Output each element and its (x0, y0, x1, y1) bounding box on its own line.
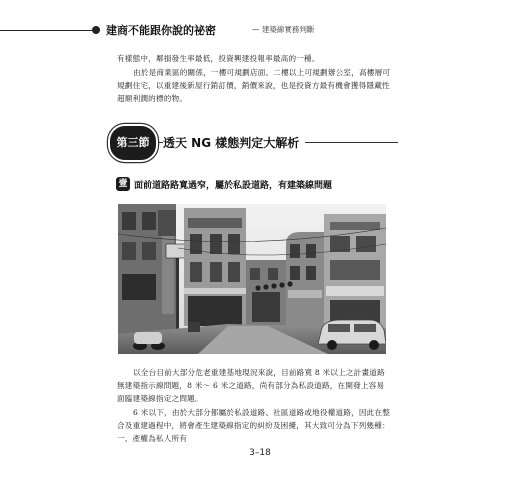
section-title: 透天 NG 樣態判定大解析 (163, 134, 305, 151)
section-badge: 第三節 (108, 124, 158, 162)
body-paragraph-2: 6 米以下，由於大部分都屬於私設道路、社區道路或地役權道路，因此在整合及重建過程中，將會產生建築線指定的糾紛及困擾，其大致可分為下列幾種： (117, 408, 391, 431)
header-subtitle: — 建築線實務判斷 (252, 25, 315, 34)
header-rule (0, 30, 92, 31)
page-number: 3–18 (249, 448, 271, 458)
intro-line: 有樣態中，鄰損發生率最低，投資興建投報率最高的一種。 (117, 54, 320, 63)
subsection-badge: 壹 (116, 177, 130, 191)
subsection-title: 面前道路路寬過窄，屬於私設道路，有建築線問題 (134, 181, 333, 191)
header-title: 建商不能跟你說的祕密 (106, 24, 216, 37)
header-bullet (92, 26, 100, 34)
intro-paragraph: 由於是商業區的關係，一樓可規劃店面、二樓以上可規劃辦公室，高樓層可規劃住宅，以重建後新屋行銷訂價，銷價來說，也是投資方最有機會獲得隱藏性超額利潤的標的物。 (117, 68, 391, 104)
street-photo (118, 204, 386, 354)
body-paragraph-1: 以全台目前大部分危老重建基地現況來說，目前路寬 8 米以上之計畫道路無建築指示線問題，8 米～ 6 米之道路，尚有部分為私設道路，在開發上容易面臨建築線指定之問題。 (117, 368, 385, 404)
body-list-item: 一、產權為私人所有 (117, 434, 188, 443)
